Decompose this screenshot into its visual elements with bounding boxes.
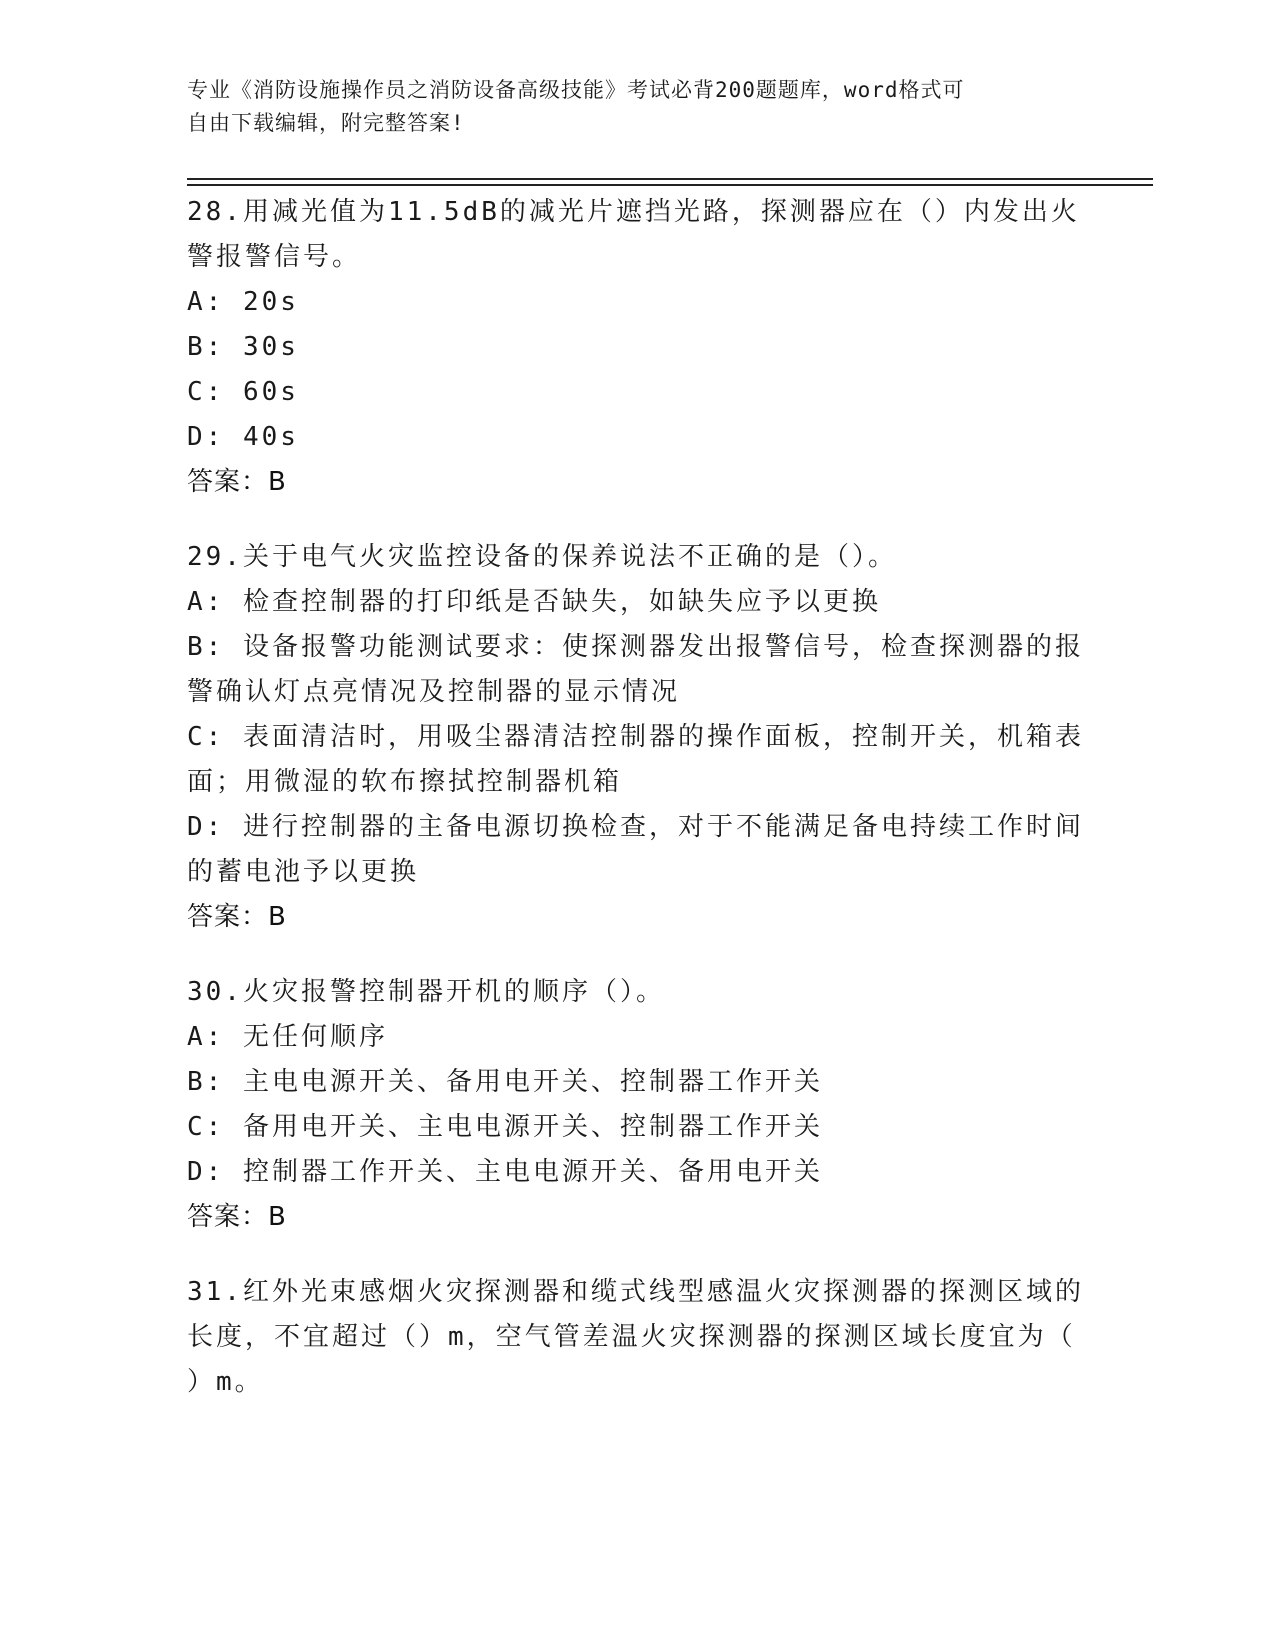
question-text-line: 30.火灾报警控制器开机的顺序（）。 <box>187 977 665 1007</box>
option-b: B: 主电电源开关、备用电开关、控制器工作开关 <box>187 1067 823 1097</box>
answer-label: 答案：B <box>187 1202 287 1232</box>
option-d: D: 进行控制器的主备电源切换检查，对于不能满足备电持续工作时间 <box>187 812 1084 842</box>
question-list <box>187 190 1087 1435</box>
header-rule-top <box>187 178 1153 180</box>
option-c: C: 备用电开关、主电电源开关、控制器工作开关 <box>187 1112 823 1142</box>
header-rule-bottom <box>187 184 1153 186</box>
question-31 <box>187 1270 1087 1405</box>
answer-label: 答案：B <box>187 467 287 497</box>
document-header <box>187 74 1067 140</box>
question-text-line: 29.关于电气火灾监控设备的保养说法不正确的是（）。 <box>187 542 897 572</box>
option-b: B: 30s <box>187 332 299 362</box>
question-text-line: 警报警信号。 <box>187 242 362 272</box>
option-c: C: 60s <box>187 377 299 407</box>
option-a: A: 20s <box>187 287 299 317</box>
question-29 <box>187 535 1087 940</box>
answer-label: 答案：B <box>187 902 287 932</box>
option-b-continued: 警确认灯点亮情况及控制器的显示情况 <box>187 677 681 707</box>
option-c: C: 表面清洁时，用吸尘器清洁控制器的操作面板，控制开关，机箱表 <box>187 722 1084 752</box>
question-text-line: 长度，不宜超过（）m，空气管差温火灾探测器的探测区域长度宜为（ <box>187 1322 1076 1352</box>
option-c-continued: 面；用微湿的软布擦拭控制器机箱 <box>187 767 623 797</box>
option-d: D: 控制器工作开关、主电电源开关、备用电开关 <box>187 1157 823 1187</box>
option-a: A: 无任何顺序 <box>187 1022 388 1052</box>
header-line-1: 专业《消防设施操作员之消防设备高级技能》考试必背200题题库，word格式可 <box>187 78 965 102</box>
header-line-2: 自由下载编辑，附完整答案! <box>187 111 465 135</box>
option-a: A: 检查控制器的打印纸是否缺失，如缺失应予以更换 <box>187 587 881 617</box>
question-text-line: ）m。 <box>187 1367 264 1397</box>
question-30 <box>187 970 1087 1240</box>
question-text-line: 28.用减光值为11.5dB的减光片遮挡光路，探测器应在（）内发出火 <box>187 197 1080 227</box>
option-b: B: 设备报警功能测试要求：使探测器发出报警信号，检查探测器的报 <box>187 632 1084 662</box>
option-d-continued: 的蓄电池予以更换 <box>187 857 420 887</box>
question-28 <box>187 190 1087 505</box>
option-d: D: 40s <box>187 422 299 452</box>
question-text-line: 31.红外光束感烟火灾探测器和缆式线型感温火灾探测器的探测区域的 <box>187 1277 1084 1307</box>
